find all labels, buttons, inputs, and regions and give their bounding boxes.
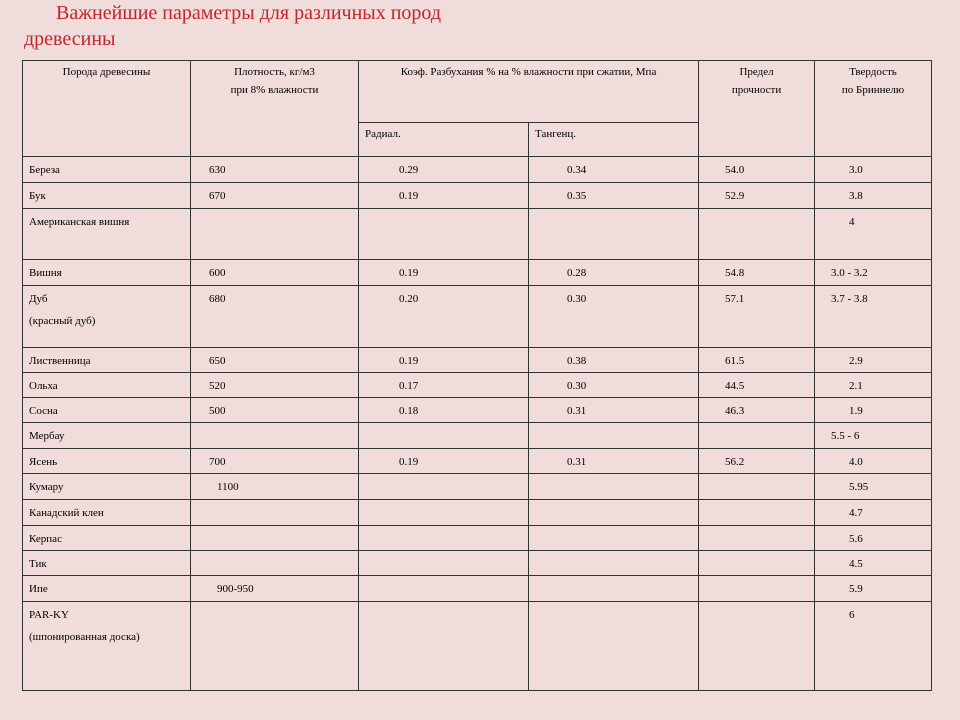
table-row — [23, 449, 932, 474]
page-title — [24, 0, 441, 52]
cell-density: 520 — [191, 373, 359, 398]
cell-radial: 0.19 — [359, 260, 529, 286]
cell-species — [23, 526, 191, 551]
species-name: Бук — [29, 190, 46, 202]
cell-hardness: 4.7 — [815, 500, 932, 526]
species-name: Канадский клен — [29, 507, 104, 519]
cell-radial — [359, 423, 529, 449]
cell-density — [191, 551, 359, 576]
species-name: Вишня — [29, 267, 62, 279]
cell-tangential — [529, 602, 699, 691]
cell-density: 630 — [191, 157, 359, 183]
header-limit-line1: Предел — [739, 66, 774, 78]
cell-hardness: 3.7 - 3.8 — [815, 286, 932, 348]
species-name: Береза — [29, 164, 60, 176]
cell-density — [191, 500, 359, 526]
cell-hardness: 5.9 — [815, 576, 932, 602]
header-tangential: Тангенц. — [529, 123, 699, 157]
cell-limit: 46.3 — [699, 398, 815, 423]
cell-hardness: 3.8 — [815, 183, 932, 209]
species-name: Дуб — [29, 293, 48, 305]
cell-hardness: 5.6 — [815, 526, 932, 551]
cell-density: 900-950 — [191, 576, 359, 602]
cell-species — [23, 348, 191, 373]
cell-radial — [359, 576, 529, 602]
table-row — [23, 398, 932, 423]
cell-hardness: 5.5 - 6 — [815, 423, 932, 449]
species-name: Сосна — [29, 405, 58, 417]
cell-density: 680 — [191, 286, 359, 348]
cell-species — [23, 183, 191, 209]
table-row — [23, 423, 932, 449]
cell-limit: 44.5 — [699, 373, 815, 398]
cell-limit — [699, 602, 815, 691]
cell-species — [23, 449, 191, 474]
cell-radial — [359, 474, 529, 500]
cell-hardness: 4.0 — [815, 449, 932, 474]
cell-hardness: 2.1 — [815, 373, 932, 398]
cell-density — [191, 602, 359, 691]
cell-density: 700 — [191, 449, 359, 474]
table-row — [23, 576, 932, 602]
table-body — [23, 157, 932, 691]
cell-limit: 56.2 — [699, 449, 815, 474]
cell-limit: 54.0 — [699, 157, 815, 183]
cell-hardness: 3.0 - 3.2 — [815, 260, 932, 286]
cell-species — [23, 551, 191, 576]
cell-radial: 0.18 — [359, 398, 529, 423]
cell-hardness: 4 — [815, 209, 932, 260]
table-row — [23, 183, 932, 209]
cell-hardness: 2.9 — [815, 348, 932, 373]
page-title-line2: древесины — [24, 28, 116, 50]
cell-species — [23, 209, 191, 260]
cell-tangential: 0.31 — [529, 398, 699, 423]
cell-tangential: 0.28 — [529, 260, 699, 286]
cell-species — [23, 373, 191, 398]
species-name: PAR-KY — [29, 609, 69, 621]
cell-species — [23, 398, 191, 423]
species-name: Ипе — [29, 583, 48, 595]
species-name: Американская вишня — [29, 216, 130, 228]
cell-tangential: 0.35 — [529, 183, 699, 209]
table-row — [23, 526, 932, 551]
cell-hardness: 5.95 — [815, 474, 932, 500]
cell-limit — [699, 576, 815, 602]
cell-limit — [699, 209, 815, 260]
cell-density: 650 — [191, 348, 359, 373]
cell-radial — [359, 526, 529, 551]
cell-species — [23, 260, 191, 286]
header-density — [191, 61, 359, 157]
cell-species — [23, 474, 191, 500]
cell-limit: 52.9 — [699, 183, 815, 209]
table-row — [23, 157, 932, 183]
cell-radial: 0.19 — [359, 348, 529, 373]
cell-radial — [359, 551, 529, 576]
cell-tangential — [529, 551, 699, 576]
cell-tangential: 0.30 — [529, 373, 699, 398]
cell-hardness: 4.5 — [815, 551, 932, 576]
cell-species — [23, 576, 191, 602]
cell-tangential — [529, 474, 699, 500]
cell-hardness: 1.9 — [815, 398, 932, 423]
table-row — [23, 551, 932, 576]
cell-radial: 0.19 — [359, 183, 529, 209]
table-row — [23, 602, 932, 691]
cell-tangential: 0.30 — [529, 286, 699, 348]
species-name: Тик — [29, 558, 47, 570]
cell-limit — [699, 526, 815, 551]
wood-parameters-table — [22, 60, 932, 691]
cell-tangential: 0.38 — [529, 348, 699, 373]
header-hardness — [815, 61, 932, 157]
cell-radial — [359, 602, 529, 691]
cell-density: 1100 — [191, 474, 359, 500]
cell-radial: 0.17 — [359, 373, 529, 398]
species-name: Ясень — [29, 456, 58, 468]
cell-tangential — [529, 576, 699, 602]
cell-density: 600 — [191, 260, 359, 286]
species-name: Кумару — [29, 481, 64, 493]
header-density-line1: Плотность, кг/м3 — [234, 66, 315, 78]
cell-tangential — [529, 209, 699, 260]
header-hardness-line1: Твердость — [849, 66, 897, 78]
cell-density — [191, 209, 359, 260]
cell-tangential — [529, 526, 699, 551]
species-name: Лиственница — [29, 355, 91, 367]
cell-radial: 0.19 — [359, 449, 529, 474]
table-row — [23, 348, 932, 373]
species-note: (шпонированная доска) — [29, 631, 140, 643]
cell-radial — [359, 209, 529, 260]
cell-limit: 61.5 — [699, 348, 815, 373]
header-species: Порода древесины — [23, 61, 191, 157]
cell-radial — [359, 500, 529, 526]
cell-limit — [699, 500, 815, 526]
species-note: (красный дуб) — [29, 315, 96, 327]
cell-limit — [699, 423, 815, 449]
cell-limit: 57.1 — [699, 286, 815, 348]
cell-limit — [699, 551, 815, 576]
cell-hardness: 3.0 — [815, 157, 932, 183]
cell-density — [191, 423, 359, 449]
cell-limit — [699, 474, 815, 500]
cell-hardness: 6 — [815, 602, 932, 691]
cell-species — [23, 500, 191, 526]
table-row — [23, 260, 932, 286]
header-limit — [699, 61, 815, 157]
table-row — [23, 286, 932, 348]
header-radial: Радиал. — [359, 123, 529, 157]
cell-tangential: 0.31 — [529, 449, 699, 474]
species-name: Керпас — [29, 533, 62, 545]
cell-tangential: 0.34 — [529, 157, 699, 183]
header-swelling: Коэф. Разбухания % на % влажности при сжатии, Мпа — [359, 61, 699, 123]
cell-tangential — [529, 423, 699, 449]
cell-limit: 54.8 — [699, 260, 815, 286]
cell-tangential — [529, 500, 699, 526]
species-name: Мербау — [29, 430, 65, 442]
table-row — [23, 474, 932, 500]
cell-radial: 0.29 — [359, 157, 529, 183]
cell-species — [23, 602, 191, 691]
cell-species — [23, 157, 191, 183]
table-row — [23, 500, 932, 526]
species-name: Ольха — [29, 380, 58, 392]
header-hardness-line2: по Бриннелю — [841, 84, 905, 96]
header-density-line2: при 8% влажности — [230, 84, 319, 96]
table-row — [23, 209, 932, 260]
cell-density: 500 — [191, 398, 359, 423]
cell-species — [23, 286, 191, 348]
cell-radial: 0.20 — [359, 286, 529, 348]
page-title-line1: Важнейшие параметры для различных пород — [56, 2, 442, 24]
table-row — [23, 373, 932, 398]
header-limit-line2: прочности — [731, 84, 782, 96]
cell-species — [23, 423, 191, 449]
cell-density: 670 — [191, 183, 359, 209]
cell-density — [191, 526, 359, 551]
